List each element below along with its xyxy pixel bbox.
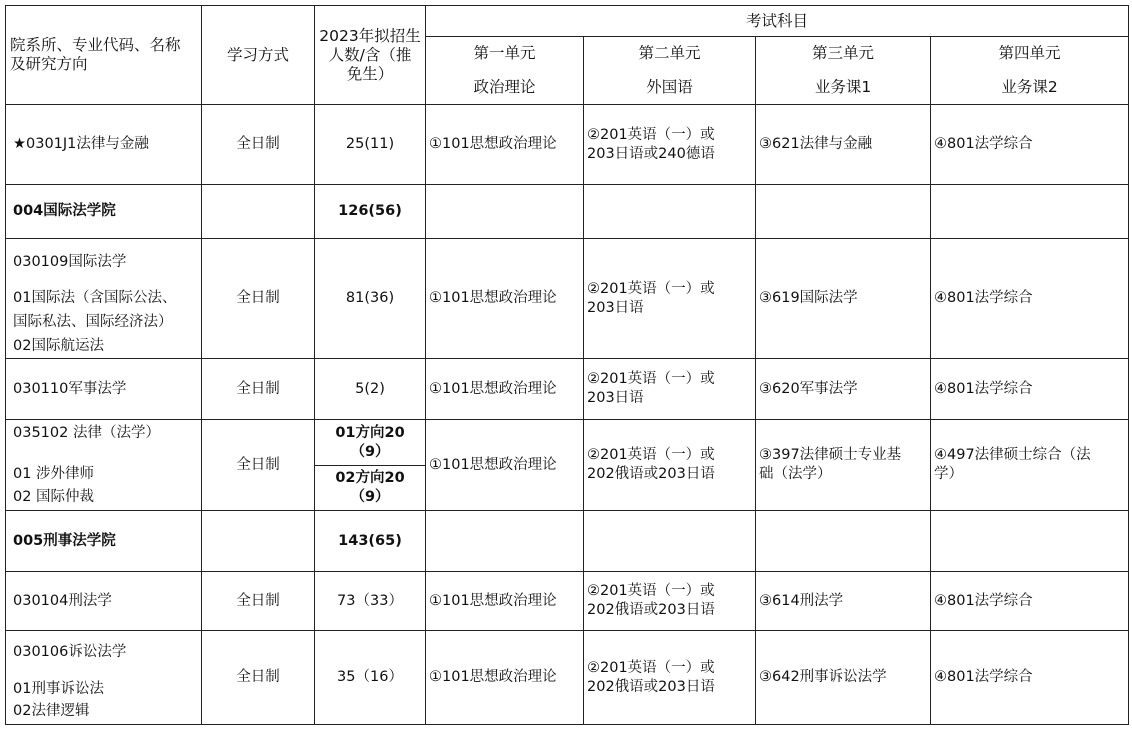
unit3-subject: ③619国际法学 — [759, 290, 858, 306]
unit-subject: 业务课1 — [814, 77, 872, 96]
program-name: ★0301J1法律与金融 — [13, 136, 149, 152]
enrollment-count: 25(11) — [345, 136, 395, 152]
header-enrollment-line: 免生） — [346, 64, 394, 83]
unit1-subject: ①101思想政治理论 — [429, 592, 557, 609]
unit2-subject — [584, 631, 755, 724]
program-line: 02法律逻辑 — [13, 703, 90, 719]
unit4-subject: ④801法学综合 — [934, 669, 1033, 685]
unit4-line: ④497法律硕士综合（法 — [934, 447, 1091, 463]
enrollment-count: 81(36) — [345, 290, 395, 306]
unit2-line: ②201英语（一）或 — [587, 583, 715, 599]
direction-line: （9） — [350, 489, 390, 505]
study-mode: 全日制 — [236, 380, 280, 397]
unit2-subject — [584, 359, 755, 419]
header-program-line: 院系所、专业代码、名称 — [10, 36, 181, 54]
program-line: 035102 法律（法学） — [13, 425, 160, 441]
unit2-subject — [584, 572, 755, 630]
unit3-subject: ③642刑事诉讼法学 — [759, 669, 887, 685]
unit4-subject: ④801法学综合 — [934, 290, 1033, 306]
unit2-line: 203日语 — [587, 390, 644, 406]
program-name — [6, 631, 201, 724]
program-line: 02 国际仲裁 — [13, 489, 95, 505]
header-enrollment-line: 人数/含（推 — [328, 45, 412, 64]
unit4-subject: ④801法学综合 — [934, 380, 1033, 397]
unit1-subject: ①101思想政治理论 — [429, 380, 557, 397]
study-mode: 全日制 — [236, 592, 280, 609]
header-enrollment-count — [315, 6, 425, 104]
header-study-mode — [202, 6, 314, 104]
direction-line: 02方向20 — [335, 470, 405, 486]
study-mode: 全日制 — [236, 290, 280, 306]
unit2-line: 203日语或240德语 — [587, 145, 715, 162]
grid-line — [1128, 5, 1129, 725]
direction-line: 01方向20 — [335, 424, 405, 441]
program-line: 01国际法（含国际公法、 — [13, 290, 177, 306]
program-line: 01刑事诉讼法 — [13, 680, 104, 697]
unit2-line: ②201英语（一）或 — [587, 280, 715, 297]
header-program-line: 及研究方向 — [10, 55, 88, 73]
unit2-subject — [584, 239, 755, 358]
header-unit-1 — [426, 37, 583, 104]
program-name: 030110军事法学 — [13, 380, 127, 397]
unit2-subject — [584, 420, 755, 510]
enrollment-count-direction-2 — [315, 466, 425, 510]
header-exam-subjects — [426, 6, 1128, 36]
header-unit-2 — [584, 37, 755, 104]
direction-line: （9） — [350, 443, 390, 460]
unit-subject: 政治理论 — [473, 77, 536, 96]
unit2-line: 202俄语或203日语 — [587, 602, 715, 618]
unit3-subject: ③620军事法学 — [759, 380, 858, 397]
unit4-subject: ④801法学综合 — [934, 136, 1033, 152]
enrollment-count-direction-1 — [315, 420, 425, 465]
header-study-mode-label: 学习方式 — [226, 45, 289, 64]
school-enrollment-count: 143(65) — [338, 532, 402, 549]
header-unit-3 — [756, 37, 930, 104]
enrollment-count: 5(2) — [355, 380, 385, 397]
study-mode: 全日制 — [236, 456, 280, 473]
unit3-subject: ③614刑法学 — [759, 592, 844, 609]
study-mode: 全日制 — [236, 669, 280, 685]
program-name — [6, 420, 201, 510]
program-line: 国际私法、国际经济法） — [13, 314, 173, 330]
enrollment-count: 35（16） — [337, 669, 403, 685]
program-line: 030106诉讼法学 — [13, 644, 127, 660]
unit-title: 第三单元 — [811, 44, 874, 63]
unit-subject: 业务课2 — [1001, 77, 1058, 96]
unit2-line: 202俄语或203日语 — [587, 466, 715, 482]
unit1-subject: ①101思想政治理论 — [429, 290, 557, 306]
school-name: 004国际法学院 — [13, 203, 116, 219]
school-enrollment-count: 126(56) — [338, 203, 402, 219]
unit4-subject — [931, 420, 1128, 510]
unit-title: 第四单元 — [998, 44, 1061, 63]
unit1-subject: ①101思想政治理论 — [429, 456, 557, 473]
program-name: 030104刑法学 — [13, 592, 112, 609]
unit4-subject: ④801法学综合 — [934, 592, 1033, 609]
unit-title: 第一单元 — [473, 44, 536, 63]
unit2-line: ②201英语（一）或 — [587, 126, 715, 143]
unit3-line: 础（法学） — [759, 466, 832, 482]
grid-line — [5, 724, 1129, 725]
unit2-line: 202俄语或203日语 — [587, 678, 715, 695]
program-line: 02国际航运法 — [13, 338, 104, 354]
school-name: 005刑事法学院 — [13, 532, 116, 549]
unit2-subject — [584, 105, 755, 184]
unit2-line: ②201英语（一）或 — [587, 447, 715, 463]
program-line: 01 涉外律师 — [13, 466, 95, 482]
program-name — [6, 239, 201, 358]
unit2-line: ②201英语（一）或 — [587, 371, 715, 387]
header-enrollment-line: 2023年拟招生 — [319, 26, 421, 45]
enrollment-count: 73（33） — [337, 592, 403, 609]
unit2-line: ②201英语（一）或 — [587, 659, 715, 676]
unit2-line: 203日语 — [587, 299, 644, 316]
study-mode: 全日制 — [236, 136, 280, 152]
unit1-subject: ①101思想政治理论 — [429, 669, 557, 685]
unit1-subject: ①101思想政治理论 — [429, 136, 557, 152]
unit-subject: 外国语 — [646, 77, 693, 96]
unit-title: 第二单元 — [638, 44, 701, 63]
unit3-subject: ③621法律与金融 — [759, 136, 873, 152]
header-exam-subjects-label: 考试科目 — [745, 11, 808, 30]
unit4-line: 学） — [934, 466, 963, 482]
unit3-subject — [756, 420, 930, 510]
unit3-line: ③397法律硕士专业基 — [759, 447, 902, 463]
header-program-column — [6, 6, 201, 104]
program-line: 030109国际法学 — [13, 254, 127, 270]
header-unit-4 — [931, 37, 1128, 104]
